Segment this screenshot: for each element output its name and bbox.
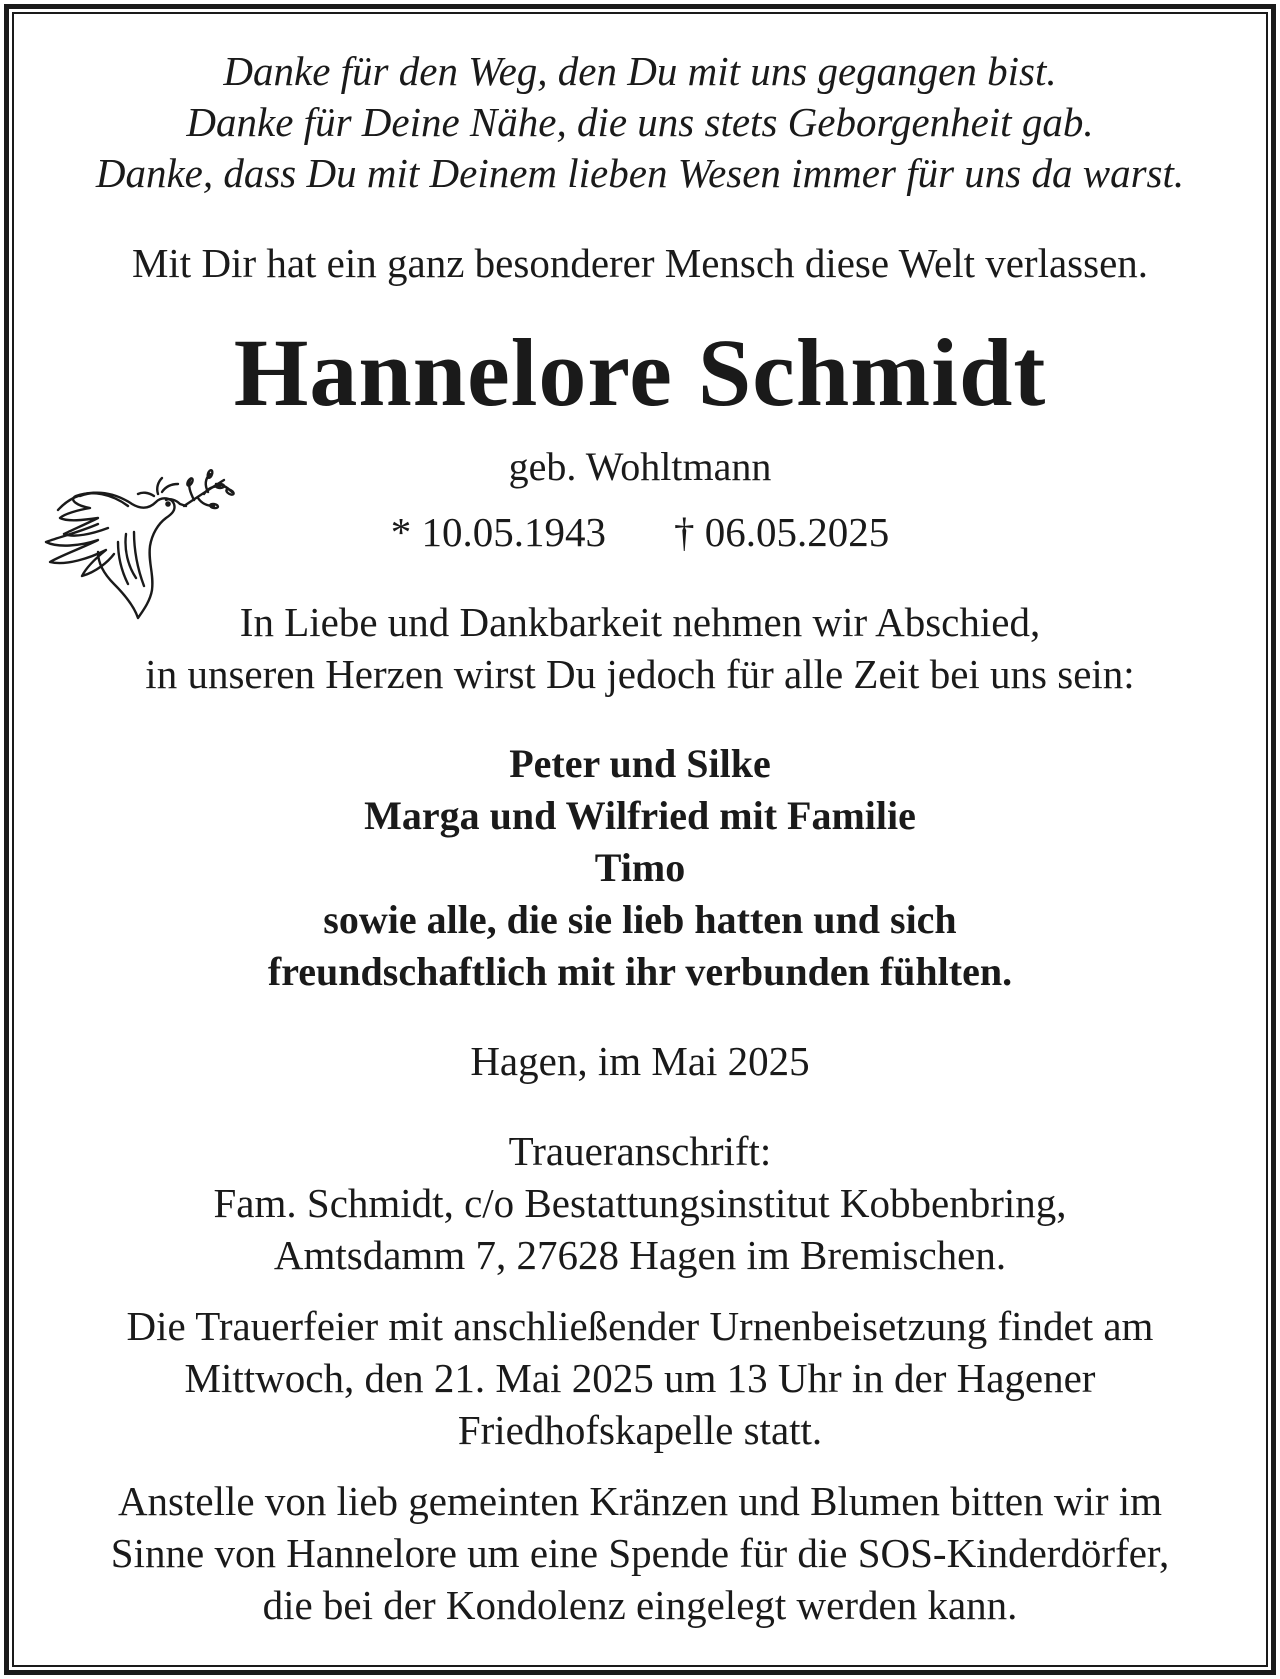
farewell-line: In Liebe und Dankbarkeit nehmen wir Abschied, (239, 599, 1041, 645)
deceased-name: Hannelore Schmidt (233, 319, 1047, 426)
intro-text: Mit Dir hat ein ganz besonderer Mensch diese Welt verlassen. (131, 240, 1149, 286)
birth-date: * 10.05.1943 (390, 509, 606, 555)
mourning-address (20, 1125, 1260, 1281)
donation-line: Anstelle von lieb gemeinten Kränzen und Blumen bitten wir im (117, 1478, 1163, 1524)
address-line: Amtsdamm 7, 27628 Hagen im Bremischen. (273, 1232, 1007, 1278)
donation-line: Sinne von Hannelore um eine Spende für die SOS-Kinderdörfer, (110, 1530, 1170, 1576)
mourner-line: Marga und Wilfried mit Familie (364, 793, 916, 838)
mourner-line: freundschaftlich mit ihr verbunden fühlten. (267, 949, 1013, 994)
ceremony-line: Die Trauerfeier mit anschließender Urnenbeisetzung findet am (126, 1303, 1154, 1349)
birth-name: geb. Wohltmann (508, 444, 772, 489)
death-date: † 06.05.2025 (674, 509, 890, 555)
mourners-list (20, 738, 1260, 998)
mourner-line: Peter und Silke (509, 741, 771, 786)
poem (20, 46, 1260, 199)
donation-line: die bei der Kondolenz eingelegt werden kann. (262, 1582, 1018, 1628)
address-line: Traueranschrift: (508, 1128, 772, 1174)
ceremony-info (20, 1300, 1260, 1456)
mourner-line: Timo (594, 845, 686, 890)
ceremony-line: Friedhofskapelle statt. (457, 1407, 823, 1453)
poem-line: Danke für den Weg, den Du mit uns gegangen bist. (223, 48, 1057, 94)
donation-request (20, 1475, 1260, 1631)
ceremony-line: Mittwoch, den 21. Mai 2025 um 13 Uhr in der Hagener (184, 1355, 1096, 1401)
place-date: Hagen, im Mai 2025 (470, 1038, 810, 1084)
farewell-line: in unseren Herzen wirst Du jedoch für alle Zeit bei uns sein: (145, 651, 1135, 697)
dove-with-olive-branch-icon (38, 462, 238, 622)
poem-line: Danke, dass Du mit Deinem lieben Wesen immer für uns da warst. (95, 150, 1185, 196)
address-line: Fam. Schmidt, c/o Bestattungsinstitut Kobbenbring, (213, 1180, 1067, 1226)
mourner-line: sowie alle, die sie lieb hatten und sich (323, 897, 957, 942)
poem-line: Danke für Deine Nähe, die uns stets Geborgenheit gab. (186, 99, 1094, 145)
